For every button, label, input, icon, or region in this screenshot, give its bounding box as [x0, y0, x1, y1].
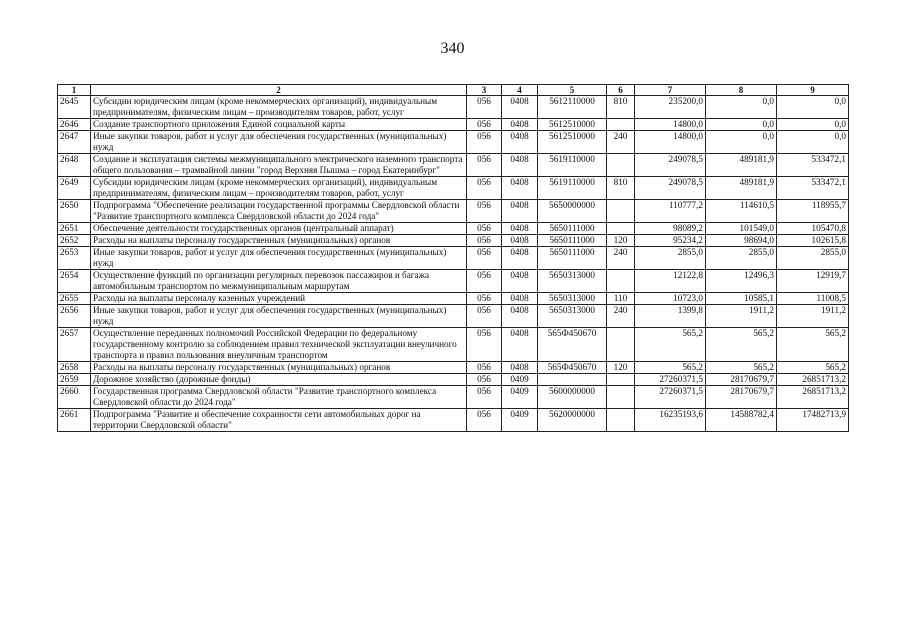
section-code: 0408	[502, 270, 538, 293]
header-cell: 4	[502, 85, 538, 96]
row-name: Создание транспортного приложения Единой социальной карты	[91, 119, 467, 131]
amount-col-7: 1399,8	[635, 305, 706, 328]
section-code: 0408	[502, 328, 538, 362]
table-row	[58, 223, 849, 235]
budget-table	[57, 84, 849, 432]
amount-col-7: 12122,8	[635, 270, 706, 293]
table-row	[58, 270, 849, 293]
row-number: 2653	[58, 247, 91, 270]
expense-type-code	[607, 374, 635, 386]
section-code: 0408	[502, 200, 538, 223]
expense-type-code: 240	[607, 305, 635, 328]
row-number: 2656	[58, 305, 91, 328]
amount-col-7: 110777,2	[635, 200, 706, 223]
amount-col-9: 533472,1	[777, 154, 849, 177]
row-name: Расходы на выплаты персоналу государственных (муниципальных) органов	[91, 362, 467, 374]
target-article-code: 5650313000	[538, 270, 607, 293]
target-article-code: 5612110000	[538, 96, 607, 119]
ministry-code: 056	[467, 362, 502, 374]
row-name: Субсидии юридическим лицам (кроме некоммерческих организаций), индивидуальным предпринимателям, физическим лицам – производителям товаров, работ, услуг	[91, 96, 467, 119]
amount-col-8: 489181,9	[706, 177, 777, 200]
target-article-code: 5612510000	[538, 131, 607, 154]
amount-col-8: 1911,2	[706, 305, 777, 328]
amount-col-8: 28170679,7	[706, 386, 777, 409]
target-article-code: 5650313000	[538, 293, 607, 305]
section-code: 0408	[502, 154, 538, 177]
row-name: Расходы на выплаты персоналу государственных (муниципальных) органов	[91, 235, 467, 247]
amount-col-8: 114610,5	[706, 200, 777, 223]
ministry-code: 056	[467, 177, 502, 200]
row-number: 2648	[58, 154, 91, 177]
row-name: Иные закупки товаров, работ и услуг для обеспечения государственных (муниципальных) нужд	[91, 247, 467, 270]
target-article-code: 5619110000	[538, 154, 607, 177]
ministry-code: 056	[467, 235, 502, 247]
amount-col-9: 17482713,9	[777, 409, 849, 432]
amount-col-7: 14800,0	[635, 119, 706, 131]
row-number: 2649	[58, 177, 91, 200]
section-code: 0408	[502, 131, 538, 154]
amount-col-8: 101549,0	[706, 223, 777, 235]
expense-type-code: 810	[607, 177, 635, 200]
row-number: 2654	[58, 270, 91, 293]
amount-col-8: 0,0	[706, 96, 777, 119]
amount-col-8: 565,2	[706, 362, 777, 374]
amount-col-8: 0,0	[706, 131, 777, 154]
section-code: 0408	[502, 362, 538, 374]
target-article-code	[538, 374, 607, 386]
table-row	[58, 362, 849, 374]
expense-type-code: 120	[607, 235, 635, 247]
amount-col-9: 105470,8	[777, 223, 849, 235]
target-article-code: 5650111000	[538, 247, 607, 270]
table-row	[58, 200, 849, 223]
expense-type-code: 110	[607, 293, 635, 305]
row-name: Подпрограмма "Обеспечение реализации государственной программы Свердловской области "Развитие транспортного комплекса Свердловской области до 2024 года"	[91, 200, 467, 223]
amount-col-8: 28170679,7	[706, 374, 777, 386]
table-row	[58, 177, 849, 200]
target-article-code: 5650000000	[538, 200, 607, 223]
amount-col-7: 565,2	[635, 328, 706, 362]
target-article-code: 5612510000	[538, 119, 607, 131]
header-cell: 5	[538, 85, 607, 96]
amount-col-7: 565,2	[635, 362, 706, 374]
expense-type-code	[607, 154, 635, 177]
section-code: 0408	[502, 305, 538, 328]
row-name: Обеспечение деятельности государственных органов (центральный аппарат)	[91, 223, 467, 235]
amount-col-7: 235200,0	[635, 96, 706, 119]
amount-col-7: 10723,0	[635, 293, 706, 305]
amount-col-9: 0,0	[777, 96, 849, 119]
target-article-code: 565Ф450670	[538, 362, 607, 374]
section-code: 0408	[502, 96, 538, 119]
row-number: 2652	[58, 235, 91, 247]
table-row	[58, 386, 849, 409]
table-row	[58, 119, 849, 131]
amount-col-8: 565,2	[706, 328, 777, 362]
table-row	[58, 131, 849, 154]
amount-col-9: 0,0	[777, 119, 849, 131]
ministry-code: 056	[467, 200, 502, 223]
ministry-code: 056	[467, 409, 502, 432]
section-code: 0409	[502, 386, 538, 409]
section-code: 0408	[502, 235, 538, 247]
row-number: 2651	[58, 223, 91, 235]
row-name: Подпрограмма "Развитие и обеспечение сохранности сети автомобильных дорог на территории Свердловской области"	[91, 409, 467, 432]
amount-col-9: 533472,1	[777, 177, 849, 200]
row-name: Иные закупки товаров, работ и услуг для обеспечения государственных (муниципальных) нужд	[91, 305, 467, 328]
table-row	[58, 293, 849, 305]
table-row	[58, 409, 849, 432]
header-cell: 7	[635, 85, 706, 96]
row-name: Осуществление функций по организации регулярных перевозок пассажиров и багажа автомобильным транспортом по межмуниципальным маршрутам	[91, 270, 467, 293]
amount-col-7: 2855,0	[635, 247, 706, 270]
amount-col-9: 565,2	[777, 328, 849, 362]
header-cell: 8	[706, 85, 777, 96]
amount-col-8: 98694,0	[706, 235, 777, 247]
row-number: 2645	[58, 96, 91, 119]
amount-col-9: 118955,7	[777, 200, 849, 223]
amount-col-9: 0,0	[777, 131, 849, 154]
expense-type-code: 240	[607, 131, 635, 154]
section-code: 0409	[502, 374, 538, 386]
expense-type-code	[607, 223, 635, 235]
amount-col-9: 12919,7	[777, 270, 849, 293]
amount-col-9: 1911,2	[777, 305, 849, 328]
ministry-code: 056	[467, 270, 502, 293]
row-number: 2659	[58, 374, 91, 386]
target-article-code: 565Ф450670	[538, 328, 607, 362]
amount-col-7: 98089,2	[635, 223, 706, 235]
ministry-code: 056	[467, 293, 502, 305]
header-cell: 9	[777, 85, 849, 96]
row-name: Создание и эксплуатация системы межмуниципального электрического наземного транспорта общего пользования – трамвайной линии "город Верхняя Пышма – город Екатеринбург"	[91, 154, 467, 177]
row-name: Осуществление переданных полномочий Российской Федерации по федеральному государственному контролю за соблюдением правил технической эксплуатации внеуличного транспорта и правил пользования внеуличным транспортом	[91, 328, 467, 362]
row-name: Расходы на выплаты персоналу казенных учреждений	[91, 293, 467, 305]
amount-col-8: 12496,3	[706, 270, 777, 293]
amount-col-7: 14800,0	[635, 131, 706, 154]
ministry-code: 056	[467, 305, 502, 328]
table-row	[58, 247, 849, 270]
amount-col-7: 95234,2	[635, 235, 706, 247]
table-row	[58, 235, 849, 247]
expense-type-code: 120	[607, 362, 635, 374]
row-number: 2661	[58, 409, 91, 432]
amount-col-7: 27260371,5	[635, 374, 706, 386]
expense-type-code	[607, 328, 635, 362]
page-number: 340	[440, 40, 465, 57]
expense-type-code	[607, 200, 635, 223]
section-code: 0408	[502, 223, 538, 235]
table-row	[58, 328, 849, 362]
ministry-code: 056	[467, 374, 502, 386]
expense-type-code	[607, 119, 635, 131]
amount-col-9: 2855,0	[777, 247, 849, 270]
amount-col-9: 26851713,2	[777, 386, 849, 409]
header-row	[58, 85, 849, 96]
ministry-code: 056	[467, 386, 502, 409]
target-article-code: 5650111000	[538, 235, 607, 247]
table-row	[58, 374, 849, 386]
amount-col-7: 249078,5	[635, 177, 706, 200]
expense-type-code: 240	[607, 247, 635, 270]
section-code: 0408	[502, 247, 538, 270]
ministry-code: 056	[467, 223, 502, 235]
target-article-code: 5650111000	[538, 223, 607, 235]
ministry-code: 056	[467, 154, 502, 177]
amount-col-7: 16235193,6	[635, 409, 706, 432]
row-name: Субсидии юридическим лицам (кроме некоммерческих организаций), индивидуальным предпринимателям, физическим лицам – производителям товаров, работ, услуг	[91, 177, 467, 200]
row-number: 2660	[58, 386, 91, 409]
header-cell: 3	[467, 85, 502, 96]
expense-type-code: 810	[607, 96, 635, 119]
row-number: 2655	[58, 293, 91, 305]
section-code: 0408	[502, 177, 538, 200]
section-code: 0408	[502, 119, 538, 131]
row-number: 2657	[58, 328, 91, 362]
amount-col-8: 10585,1	[706, 293, 777, 305]
header-cell: 1	[58, 85, 91, 96]
expense-type-code	[607, 409, 635, 432]
ministry-code: 056	[467, 328, 502, 362]
amount-col-8: 2855,0	[706, 247, 777, 270]
amount-col-8: 489181,9	[706, 154, 777, 177]
amount-col-7: 27260371,5	[635, 386, 706, 409]
header-cell: 6	[607, 85, 635, 96]
target-article-code: 5650313000	[538, 305, 607, 328]
section-code: 0409	[502, 409, 538, 432]
expense-type-code	[607, 270, 635, 293]
ministry-code: 056	[467, 119, 502, 131]
ministry-code: 056	[467, 131, 502, 154]
row-number: 2650	[58, 200, 91, 223]
ministry-code: 056	[467, 247, 502, 270]
amount-col-9: 102615,8	[777, 235, 849, 247]
target-article-code: 5620000000	[538, 409, 607, 432]
section-code: 0408	[502, 293, 538, 305]
table-row	[58, 154, 849, 177]
row-number: 2646	[58, 119, 91, 131]
amount-col-9: 26851713,2	[777, 374, 849, 386]
amount-col-9: 11008,5	[777, 293, 849, 305]
ministry-code: 056	[467, 96, 502, 119]
row-number: 2658	[58, 362, 91, 374]
row-number: 2647	[58, 131, 91, 154]
row-name: Государственная программа Свердловской области "Развитие транспортного комплекса Свердловской области до 2024 года"	[91, 386, 467, 409]
header-cell: 2	[91, 85, 467, 96]
amount-col-9: 565,2	[777, 362, 849, 374]
amount-col-8: 14588782,4	[706, 409, 777, 432]
table-row	[58, 96, 849, 119]
table-body	[58, 96, 849, 432]
expense-type-code	[607, 386, 635, 409]
amount-col-8: 0,0	[706, 119, 777, 131]
amount-col-7: 249078,5	[635, 154, 706, 177]
row-name: Дорожное хозяйство (дорожные фонды)	[91, 374, 467, 386]
target-article-code: 5600000000	[538, 386, 607, 409]
row-name: Иные закупки товаров, работ и услуг для обеспечения государственных (муниципальных) нужд	[91, 131, 467, 154]
table-row	[58, 305, 849, 328]
target-article-code: 5619110000	[538, 177, 607, 200]
